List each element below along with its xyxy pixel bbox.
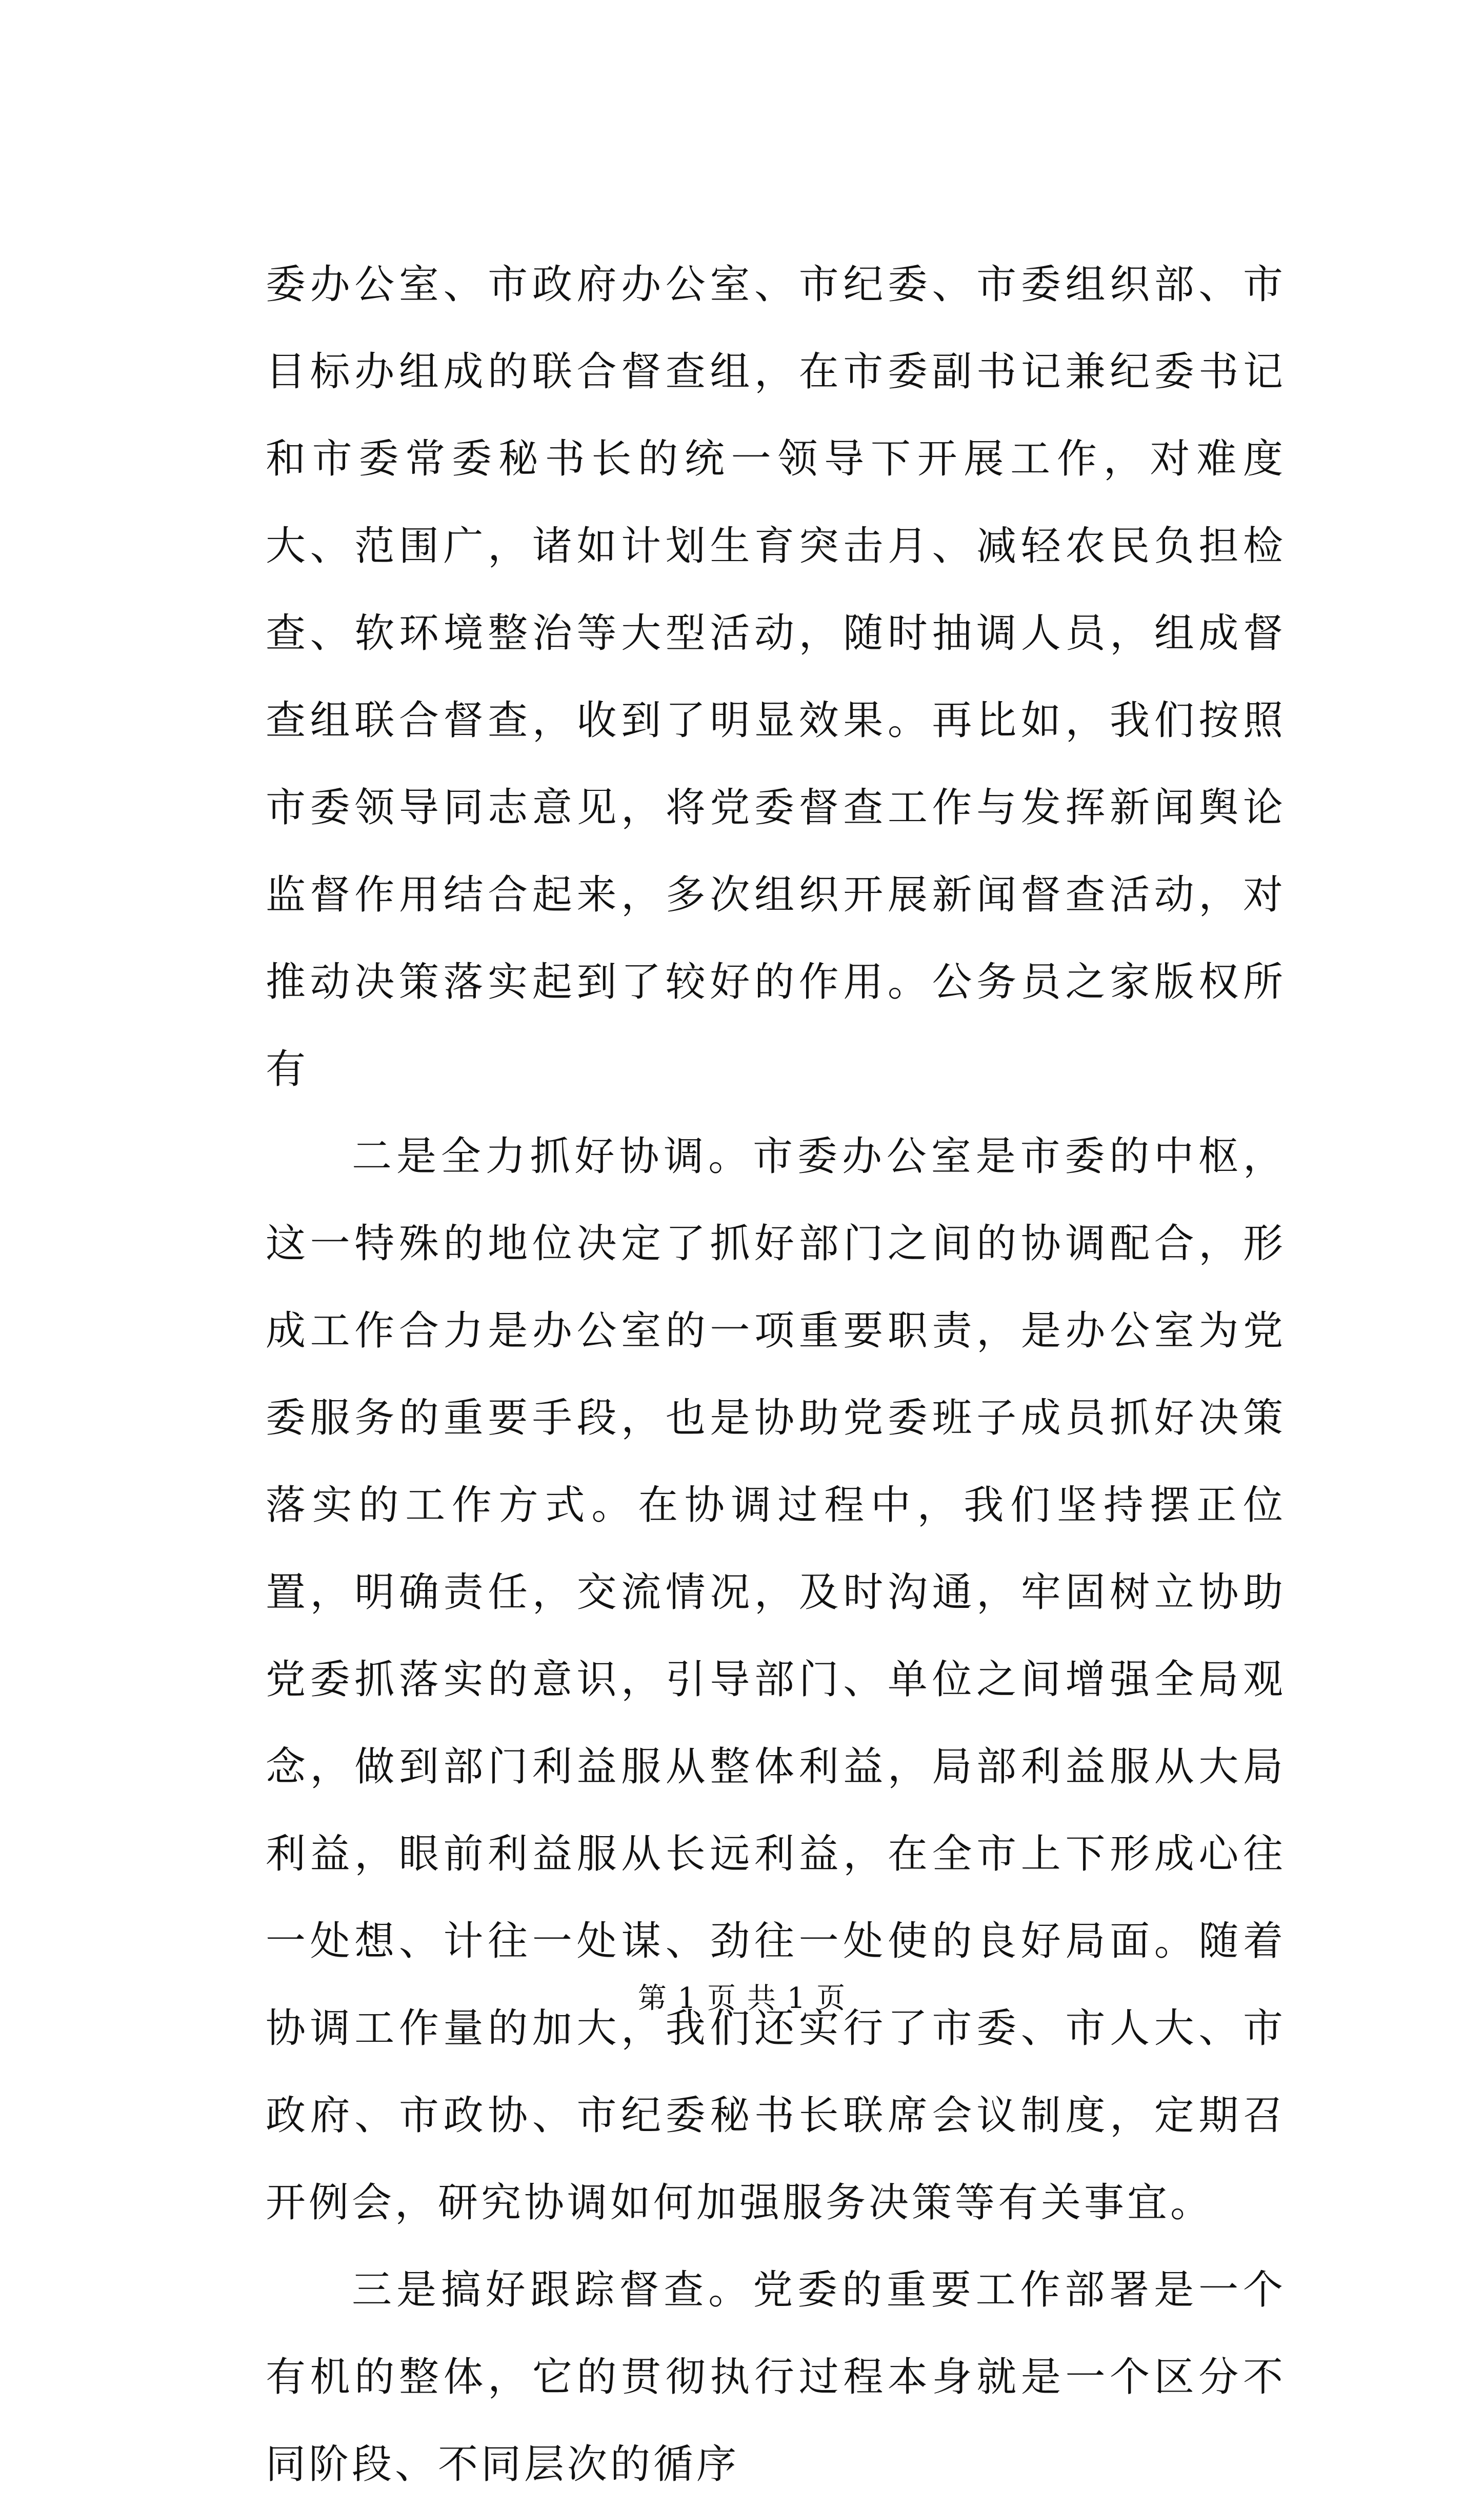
paragraph-continued: 委办公室、市政府办公室、市纪委、市委组织部、市目标办组成的联合督查组，在市委副书记兼纪委书记和市委常委秘书长的统一领导下开展工作，对难度大、范围广，诸如计划生育突击月、减轻农民负担检查、软环境整治等大型活动，随时抽调人员，组成督查组联合督查，收到了明显效果。再比如，我们按照市委领导同志意见，将党委督查工作与发挥新闻舆论监督作用结合起来，多次组织开展新闻督查活动，对推动决策落实起到了较好的作用。公务员之家版权所有 [266, 262, 1286, 1092]
paragraph-supervision: 三是搞好跟踪督查。党委的重要工作部署是一个有机的整体，它的贯彻执行过程本身就是一个区分不同阶段、不同层次的循序 [266, 2267, 1286, 2487]
document-body [266, 241, 1286, 2508]
paragraph-coordination: 二是全力抓好协调。市委办公室是市委的中枢，这一特殊的地位决定了抓好部门之间的协调配合，形成工作合力是办公室的一项重要职责，是办公室为党委服务的重要手段，也是协助党委班子成员抓好决策落实的工作方式。在协调过程中，我们坚持摆正位置，明确责任，交流情况，及时沟通，牢固树立协助党委抓落实的意识，引导部门、单位之间增强全局观念，做到部门利益服从整体利益，局部利益服从大局利益，眼前利益服从长远利益，在全市上下形成心往一处想、计往一处谋、劲往一处使的良好局面。随着协调工作量的加大，我们还实行了市委、市人大、市政府、市政协、市纪委秘书长联席会议制度，定期召开例会，研究协调如何加强服务决策等有关事宜。 [266, 1133, 1286, 2226]
page-footer: 第 1 页 共 1 页 [637, 1982, 847, 2015]
